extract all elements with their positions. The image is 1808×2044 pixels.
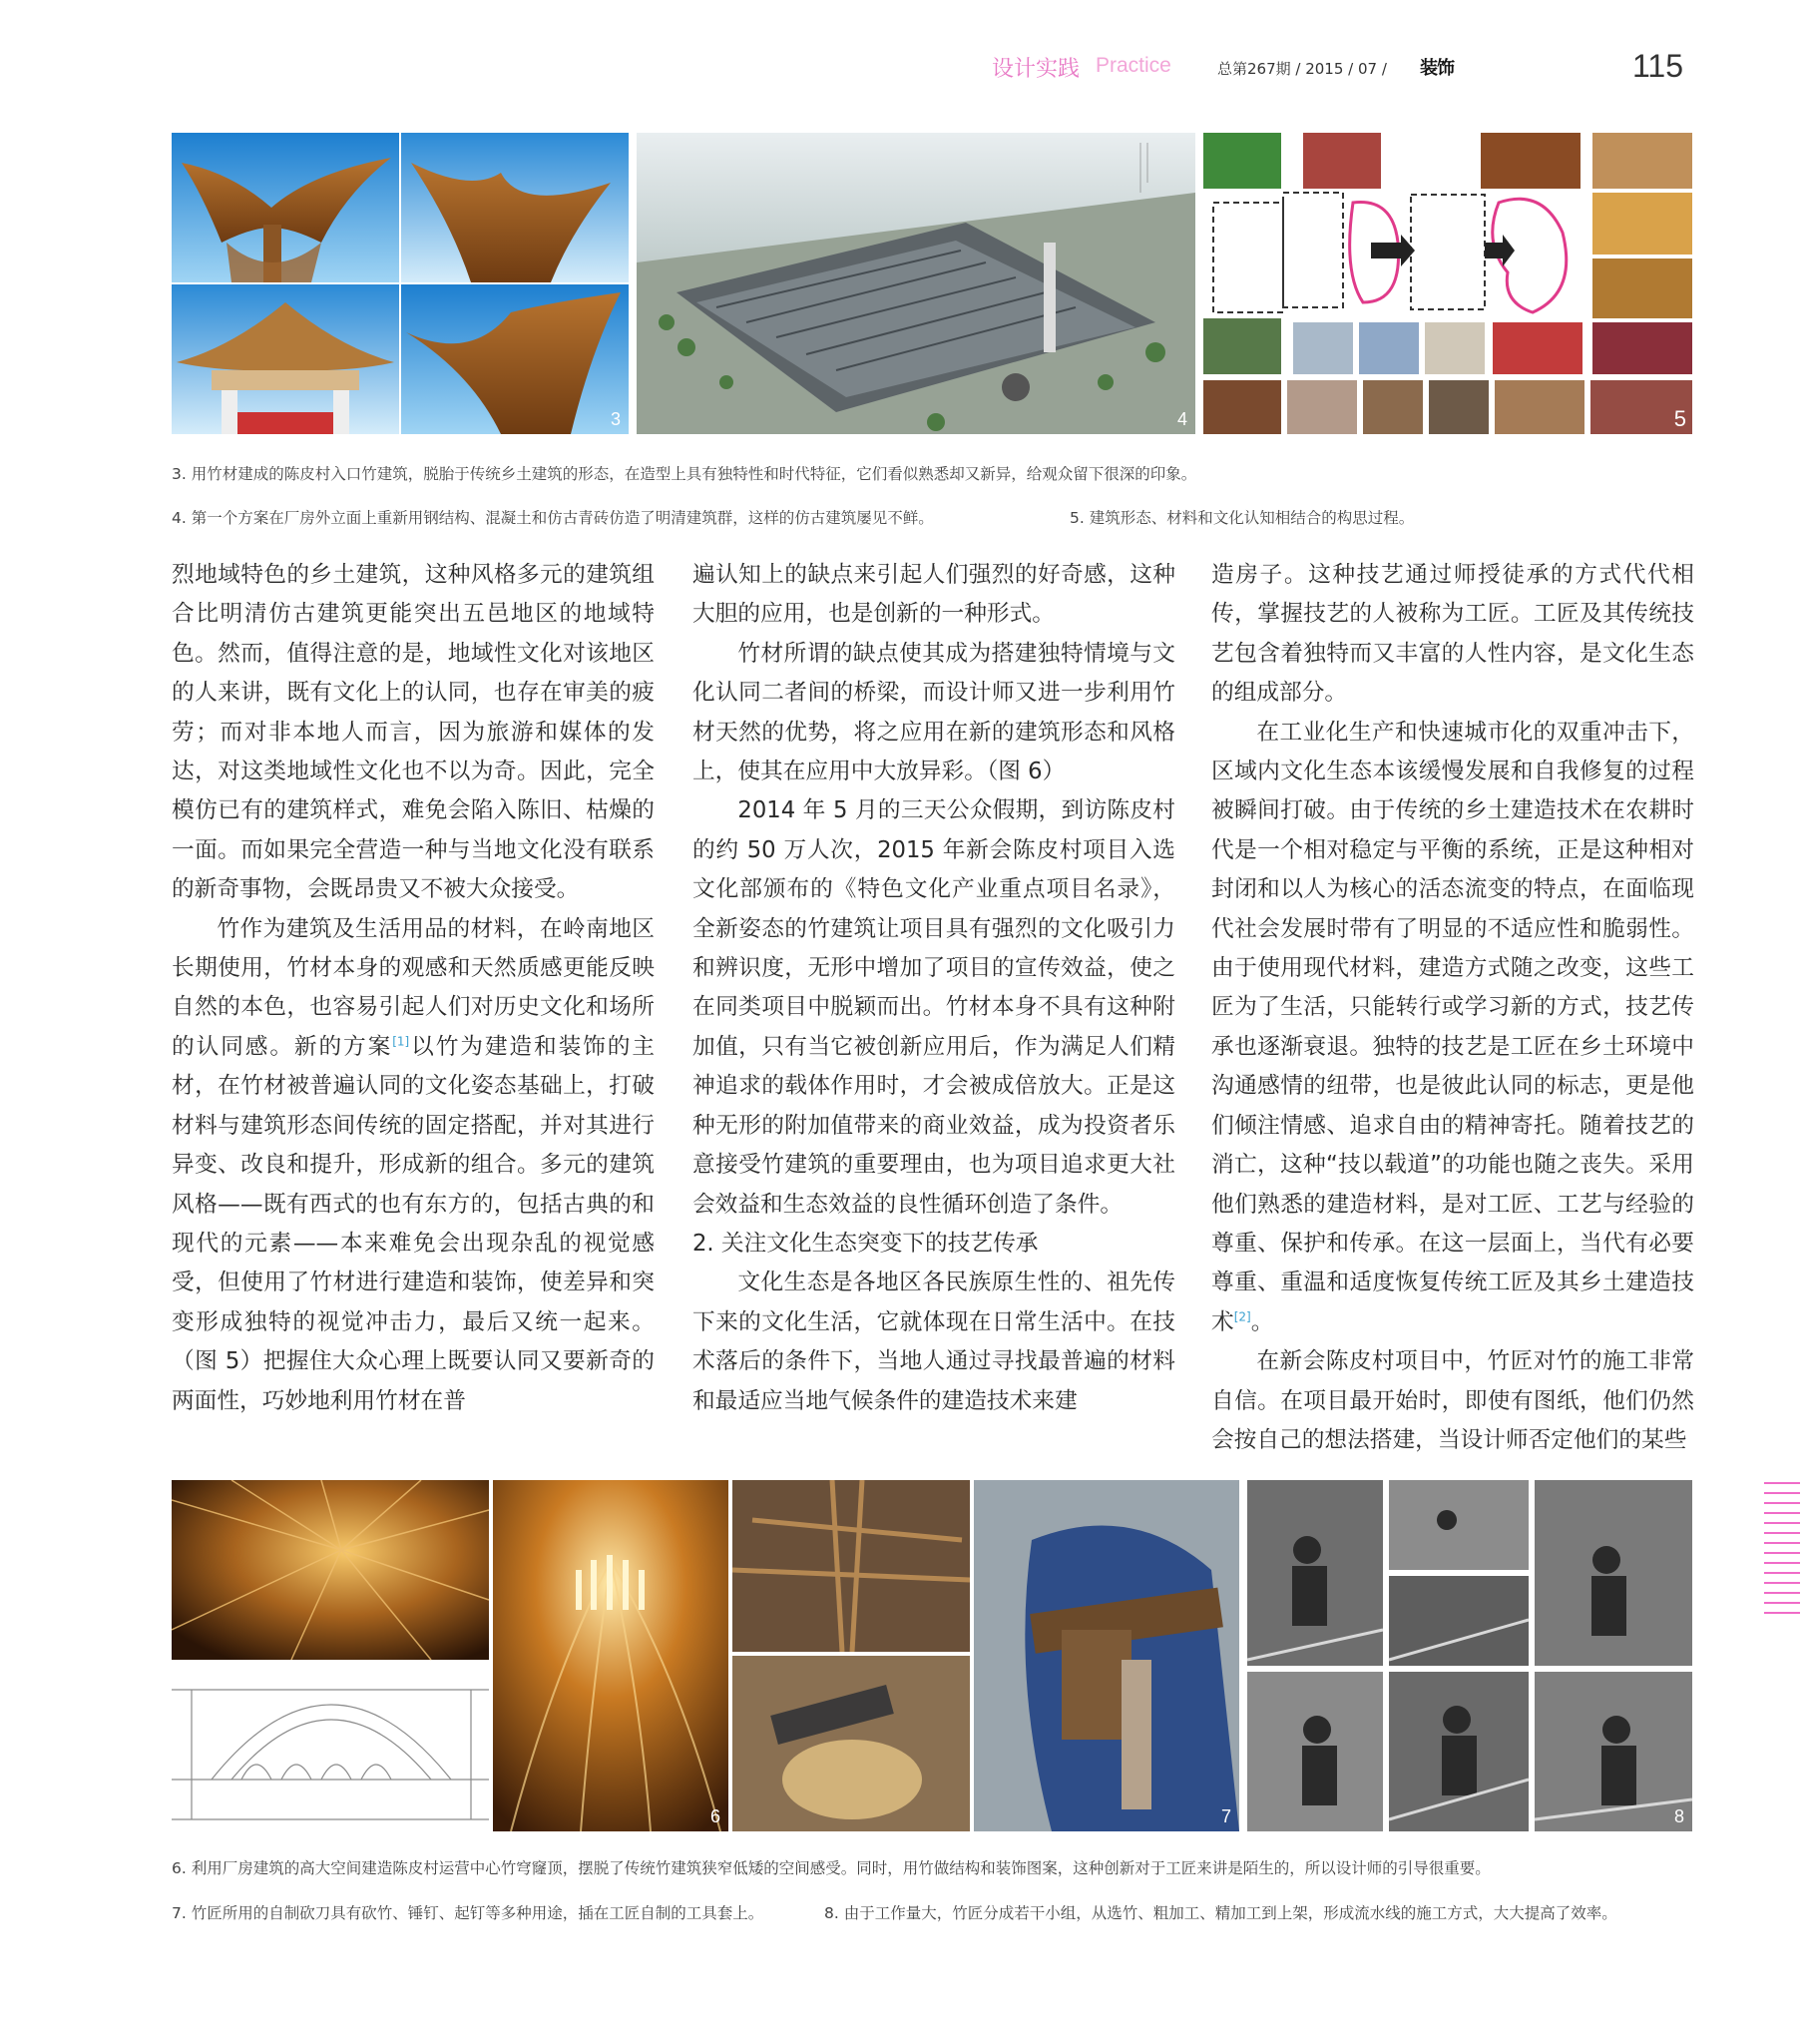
caption-3: 3. 用竹材建成的陈皮村入口竹建筑，脱胎于传统乡土建筑的形态，在造型上具有独特性和时代特征，它们看似熟悉却又新异，给观众留下很深的印象。: [172, 465, 1197, 483]
figure-5: [1203, 133, 1692, 434]
paragraph: 遍认知上的缺点来引起人们强烈的好奇感，这种大胆的应用，也是创新的一种形式。: [692, 562, 1175, 628]
body-column-1: [172, 556, 655, 1421]
caption-6: 6. 利用厂房建筑的高大空间建造陈皮村运营中心竹穹窿顶，摆脱了传统竹建筑狭窄低矮的空间感受。同时，用竹做结构和装饰图案，这种创新对于工匠来讲是陌生的，所以设计师的引导很重要。: [172, 1859, 1491, 1877]
figure-7: [732, 1480, 1239, 1831]
caption-4: 4. 第一个方案在厂房外立面上重新用钢结构、混凝土和仿古青砖仿造了明清建筑群，这样的仿古建筑屡见不鲜。: [172, 509, 934, 527]
paragraph: 2014 年 5 月的三天公众假期，到访陈皮村的约 50 万人次，2015 年新会陈皮村项目入选文化部颁布的《特色文化产业重点项目名录》，全新姿态的竹建筑让项目具有强烈的文化吸引力和辨识度，无形中增加了项目的宣传效益，使之在同类项目中脱颖而出。竹材本身不具有这种附加值，只有当它被创新应用后，作为满足人们精神追求的载体作用时，才会被成倍放大。正是这种无形的附加值带来的商业效益，成为投资者乐意接受竹建筑的重要理由，也为项目追求更大社会效益和生态效益的良性循环创造了条件。: [692, 797, 1175, 1218]
paragraph: 造房子。这种技艺通过师授徒承的方式代代相传，掌握技艺的人被称为工匠。工匠及其传统技艺包含着独特而又丰富的人性内容，是文化生态的组成部分。: [1211, 562, 1694, 707]
paragraph: 竹材所谓的缺点使其成为搭建独特情境与文化认同二者间的桥梁，而设计师又进一步利用竹材天然的优势，将之应用在新的建筑形态和风格上，使其在应用中大放异彩。（图 6）: [692, 640, 1175, 785]
figure-3-number: 3: [610, 409, 621, 429]
paragraph: 在工业化生产和快速城市化的双重冲击下，区域内文化生态本该缓慢发展和自我修复的过程被瞬间打破。由于传统的乡土建造技术在农耕时代是一个相对稳定与平衡的系统，正是这种相对封闭和以人为核心的活态流变的特点，在面临现代社会发展时带有了明显的不适应性和脆弱性。由于使用现代材料，建造方式随之改变，这些工匠为了生活，只能转行或学习新的方式，技艺传承也逐渐衰退。独特的技艺是工匠在乡土环境中沟通感情的纽带，也是彼此认同的标志，更是他们倾注情感、追求自由的精神寄托。随着技艺的消亡，这种“技以载道”的功能也随之丧失。采用他们熟悉的建造材料，是对工匠、工艺与经验的尊重、保护和传承。在这一层面上，当代有必要尊重、重温和适度恢复传统工匠及其乡土建造技术[2]。: [1211, 719, 1694, 1335]
reference-1[interactable]: [1]: [392, 1034, 410, 1049]
reference-2[interactable]: [2]: [1233, 1309, 1251, 1324]
decorative-stripes: [1764, 1482, 1800, 1617]
section-heading: 2. 关注文化生态突变下的技艺传承: [692, 1230, 1039, 1257]
figure-8-number: 8: [1673, 1806, 1684, 1826]
figure-5-number: 5: [1673, 406, 1686, 431]
paragraph: 在新会陈皮村项目中，竹匠对竹的施工非常自信。在项目最开始时，即使有图纸，他们仍然会按自己的想法搭建，当设计师否定他们的某些: [1211, 1348, 1694, 1453]
figure-6-image: [172, 1480, 728, 1831]
figure-3: [172, 133, 629, 434]
caption-5: 5. 建筑形态、材料和文化认知相结合的构思过程。: [1070, 509, 1415, 527]
figure-7-image: [732, 1480, 1239, 1831]
section-title-en: Practice: [1096, 54, 1171, 77]
figure-7-number: 7: [1220, 1806, 1231, 1826]
figure-8: [1247, 1480, 1692, 1831]
caption-8: 8. 由于工作量大，竹匠分成若干小组，从选竹、粗加工、精加工到上架，形成流水线的施工方式，大大提高了效率。: [824, 1904, 1617, 1922]
section-title: 设计实践: [992, 57, 1081, 82]
figure-8-image: [1247, 1480, 1692, 1831]
page-number: 115: [1632, 48, 1684, 84]
figure-6: [172, 1480, 728, 1831]
body-column-3: [1211, 556, 1694, 1460]
issue-info: 总第267期 / 2015 / 07 /: [1217, 60, 1387, 78]
figure-4-image: [637, 133, 1195, 434]
magazine-name: 装饰: [1420, 58, 1454, 79]
figure-6-number: 6: [709, 1806, 720, 1826]
figure-3-image: [172, 133, 629, 434]
figure-4-number: 4: [1176, 409, 1187, 429]
paragraph: 文化生态是各地区各民族原生性的、祖先传下来的文化生活，它就体现在日常生活中。在技术落后的条件下，当地人通过寻找最普遍的材料和最适应当地气候条件的建造技术来建: [692, 1270, 1175, 1414]
caption-7: 7. 竹匠所用的自制砍刀具有砍竹、锤钉、起钉等多种用途，插在工匠自制的工具套上。: [172, 1904, 764, 1922]
figure-5-image: [1203, 133, 1692, 434]
paragraph: 竹作为建筑及生活用品的材料，在岭南地区长期使用，竹材本身的观感和天然质感更能反映自然的本色，也容易引起人们对历史文化和场所的认同感。新的方案[1]以竹为建造和装饰的主材，在竹材被普遍认同的文化姿态基础上，打破材料与建筑形态间传统的固定搭配，并对其进行异变、改良和提升，形成新的组合。多元的建筑风格——既有西式的也有东方的，包括古典的和现代的元素——本来难免会出现杂乱的视觉感受，但使用了竹材进行建造和装饰，使差异和突变形成独特的视觉冲击力，最后又统一起来。（图 5）把握住大众心理上既要认同又要新奇的两面性，巧妙地利用竹材在普: [172, 915, 656, 1414]
figure-4: [637, 133, 1195, 434]
paragraph: 烈地域特色的乡土建筑，这种风格多元的建筑组合比明清仿古建筑更能突出五邑地区的地域特色。然而，值得注意的是，地域性文化对该地区的人来讲，既有文化上的认同，也存在审美的疲劳；而对非本地人而言，因为旅游和媒体的发达，对这类地域性文化也不以为奇。因此，完全模仿已有的建筑样式，难免会陷入陈旧、枯燥的一面。而如果完全营造一种与当地文化没有联系的新奇事物，会既昂贵又不被大众接受。: [172, 562, 655, 903]
body-column-2: [692, 556, 1175, 1421]
